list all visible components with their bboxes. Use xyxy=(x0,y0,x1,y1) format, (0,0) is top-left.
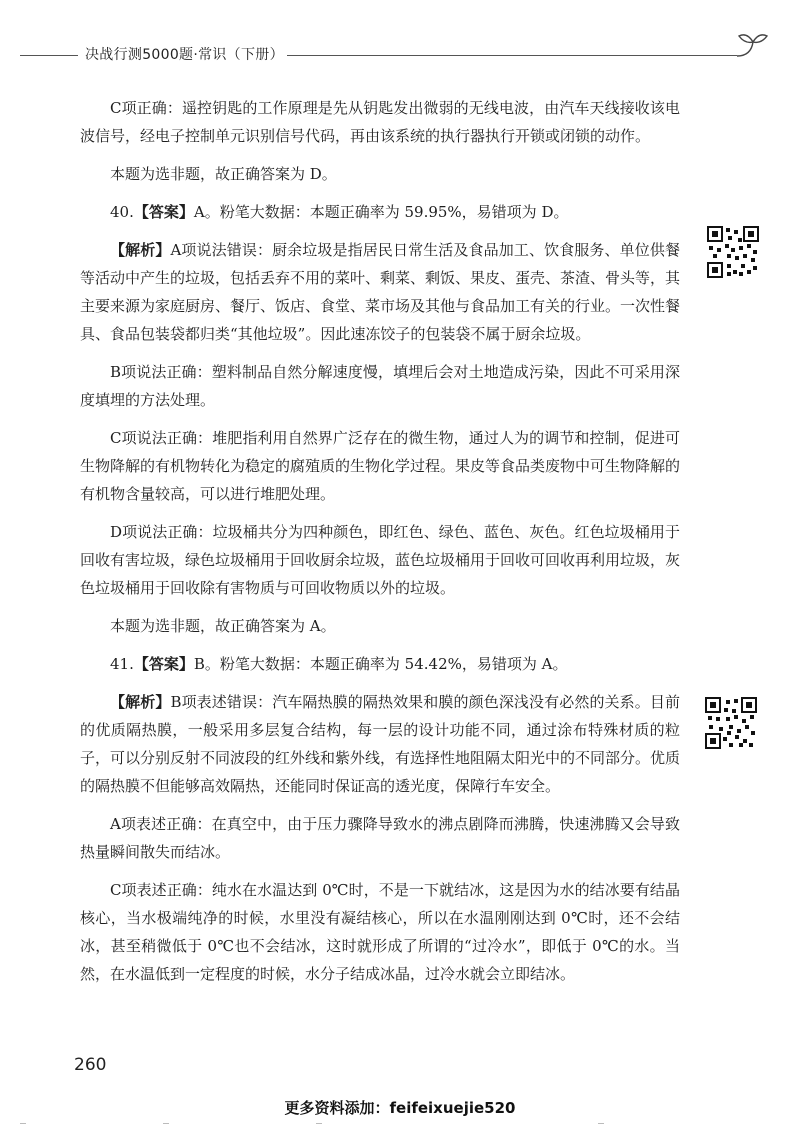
answer-text: A。粉笔大数据：本题正确率为 59.95%，易错项为 D。 xyxy=(193,203,569,221)
question-number: 40. xyxy=(110,203,134,221)
scan-speck xyxy=(163,1123,169,1124)
page-number: 260 xyxy=(74,1055,107,1075)
option-a-explanation-q41: A项表述正确：在真空中，由于压力骤降导致水的沸点剧降而沸腾，快速沸腾又会导致热量瞬间散失而结冰。 xyxy=(80,815,680,861)
option-c-explanation-q40: C项说法正确：堆肥指利用自然界广泛存在的微生物，通过人为的调节和控制，促进可生物降解的有机物转化为稳定的腐殖质的生物化学过程。果皮等食品类废物中可生物降解的有机物含量较高，可以进行堆肥处理。 xyxy=(80,429,681,503)
promo-text: 更多资料添加：feifeixuejie520 xyxy=(284,1099,516,1117)
analysis-label: 【解析】 xyxy=(110,693,171,711)
answer-label: 【答案】 xyxy=(133,203,194,221)
answer-explanations xyxy=(80,94,680,998)
question-number: 41. xyxy=(110,655,134,673)
header-rule-left xyxy=(20,55,78,56)
sprout-icon xyxy=(733,30,773,60)
answer-line-q41 xyxy=(80,650,680,678)
analysis-q40 xyxy=(80,236,680,348)
scan-speck xyxy=(20,1123,26,1124)
option-b-explanation-q40: B项说法正确：塑料制品自然分解速度慢，填埋后会对土地造成污染，因此不可采用深度填埋的方法处理。 xyxy=(80,363,680,409)
qr-code-q41[interactable] xyxy=(705,697,757,749)
analysis-q41 xyxy=(80,688,680,800)
analysis-text: A项说法错误：厨余垃圾是指居民日常生活及食品加工、饮食服务、单位供餐等活动中产生的垃圾，包括丢弃不用的菜叶、剩菜、剩饭、果皮、蛋壳、茶渣、骨头等，其主要来源为家庭厨房、餐厅、饭店、食堂、菜市场及其他与食品加工有关的行业。一次性餐具、食品包装袋都归类“其他垃圾”。因此速冻饺子的包装袋不属于厨余垃圾。 xyxy=(80,241,681,343)
scan-speck xyxy=(316,1123,322,1124)
option-d-explanation-q40: D项说法正确：垃圾桶共分为四种颜色，即红色、绿色、蓝色、灰色。红色垃圾桶用于回收有害垃圾，绿色垃圾桶用于回收厨余垃圾，蓝色垃圾桶用于回收可回收再利用垃圾，灰色垃圾桶用于回收除有害物质与可回收物质以外的垃圾。 xyxy=(80,523,681,597)
header-title: 决战行测5000题·常识（下册） xyxy=(85,47,284,63)
option-c-explanation-q39: C项正确：遥控钥匙的工作原理是先从钥匙发出微弱的无线电波，由汽车天线接收该电波信号，经电子控制单元识别信号代码，再由该系统的执行器执行开锁或闭锁的动作。 xyxy=(80,99,680,145)
analysis-label: 【解析】 xyxy=(110,241,171,259)
conclusion-q39: 本题为选非题，故正确答案为 D。 xyxy=(110,165,337,183)
analysis-text: B项表述错误：汽车隔热膜的隔热效果和膜的颜色深浅没有必然的关系。目前的优质隔热膜，一般采用多层复合结构，每一层的设计功能不同，通过涂布特殊材质的粒子，可以分别反射不同波段的红外线和紫外线，有选择性地阻隔太阳光中的不同部分。优质的隔热膜不但能够高效隔热，还能同时保证高的透光度，保障行车安全。 xyxy=(80,693,681,795)
answer-label: 【答案】 xyxy=(133,655,194,673)
scan-speck xyxy=(598,1123,604,1124)
option-c-explanation-q41: C项表述正确：纯水在水温达到 0℃时，不是一下就结冰，这是因为水的结冰要有结晶核心，当水极端纯净的时候，水里没有凝结核心，所以在水温刚刚达到 0℃时，还不会结冰，甚至稍微低于 0℃也不会结冰，这时就形成了所谓的“过冷水”，即低于 0℃的水。当然，在水温低到一定程度的时候，水分子结成冰晶，过冷水就会立即结冰。 xyxy=(80,881,680,983)
conclusion-q40: 本题为选非题，故正确答案为 A。 xyxy=(110,617,336,635)
header-rule-right xyxy=(287,55,737,56)
answer-text: B。粉笔大数据：本题正确率为 54.42%，易错项为 A。 xyxy=(193,655,568,673)
answer-line-q40 xyxy=(80,198,680,226)
qr-code-q40[interactable] xyxy=(707,226,759,278)
